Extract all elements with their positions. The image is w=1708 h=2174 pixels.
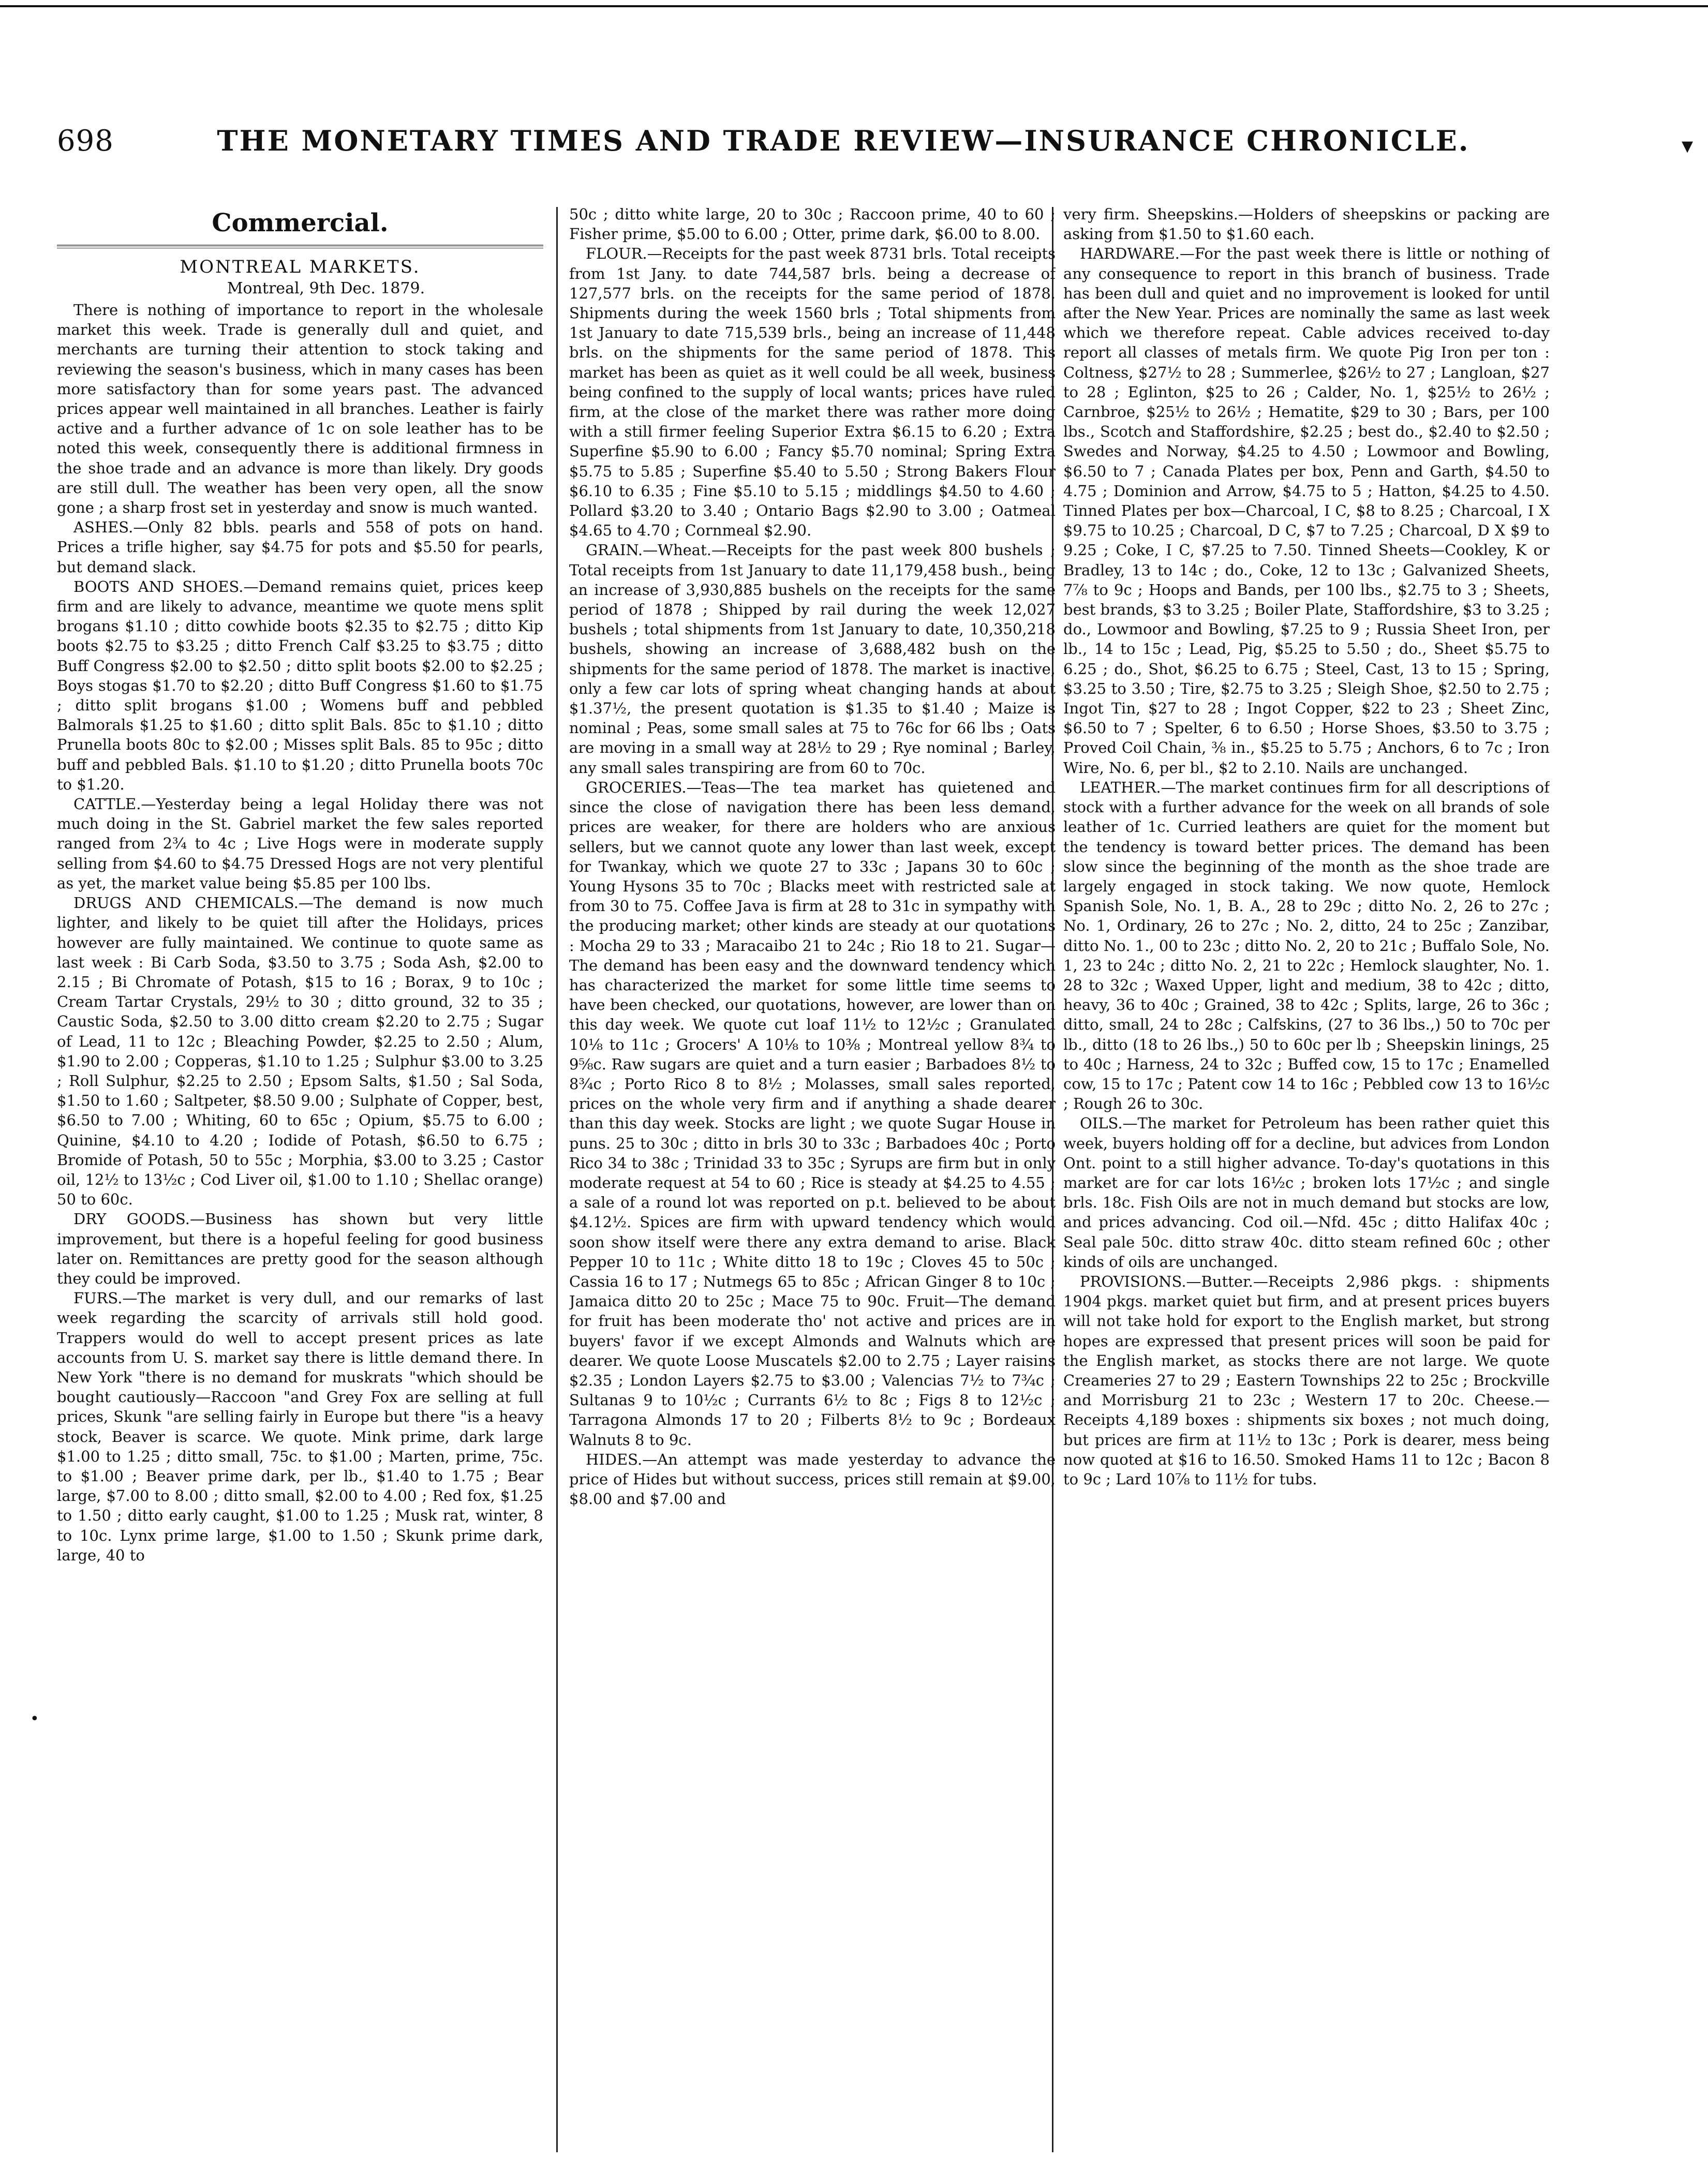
furs-paragraph: FURS.—The market is very dull, and our remarks of last week regarding the scarcity of arrivals still hold good. Trappers would do well to accept present prices as late accounts from U. S. market say there is little demand there. In New York "there is no demand for muskrats "which should be bought cautiously—Raccoon "and Grey Fox are selling at full prices, Skunk "are selling fairly in Europe but there "is a heavy stock, Beaver is scarce. We quote. Mink prime, dark large $1.00 to 1.25 ; ditto small, 75c. to $1.00 ; Marten, prime, 75c. to $1.00 ; Beaver prime dark, per lb., $1.40 to 1.75 ; Bear large, $7.00 to 8.00 ; ditto small, $2.00 to 4.00 ; Red fox, $1.25 to 1.50 ; ditto early caught, $1.00 to 1.25 ; Musk rat, winter, 8 to 10c. Lynx prime large, $1.00 to 1.50 ; Skunk prime dark, large, 40 to: [57, 1289, 543, 1564]
grain-paragraph: GRAIN.—Wheat.—Receipts for the past week 800 bushels ; Total receipts from 1st January to date 11,179,458 bush., being an increase of 3,930,885 bushels on the receipts for the same period of 1878 ; Shipped by rail during the week 12,027 bushels ; total shipments from 1st January to date, 10,350,218 bushels, showing an increase of 3,688,482 bush on the shipments for the same period of 1878. The market is inactive, only a few car lots of spring wheat changing hands at about $1.37½, the present quotation is $1.35 to $1.40 ; Maize is nominal ; Peas, some small sales at 75 to 76c for 66 lbs ; Oats are moving in a small way at 28½ to 29 ; Rye nominal ; Barley, any small sales transpiring are from 60 to 70c.: [569, 541, 1056, 777]
top-border-rule: [0, 5, 1708, 7]
hides-paragraph: HIDES.—An attempt was made yesterday to advance the price of Hides but without success, prices still remain at $9.00, $8.00 and $7.00 and: [569, 1450, 1056, 1508]
groceries-paragraph: GROCERIES.—Teas—The tea market has quietened and since the close of navigation there has been less demand, prices are weaker, for there are holders who are anxious sellers, but we cannot quote any lower than last week, except for Twankay, which we quote 27 to 33c ; Japans 30 to 60c ; Young Hysons 35 to 70c ; Blacks meet with restricted sale at from 30 to 75. Coffee Java is firm at 28 to 31c in sympathy with the producing market; other kinds are steady at our quotations : Mocha 29 to 33 ; Maracaibo 21 to 24c ; Rio 18 to 21. Sugar—The demand has been easy and the downward tendency which has characterized the market for some little time seems to have been checked, our quotations, however, are lower than on this day week. We quote cut loaf 11½ to 12½c ; Granulated 10⅛ to 11c ; Grocers' A 10⅛ to 10⅜ ; Montreal yellow 8¾ to 9⅝c. Raw sugars are quiet and a turn easier ; Barbadoes 8½ to 8¾c ; Porto Rico 8 to 8½ ; Molasses, small sales reported, prices on the whole very firm and if anything a shade dearer than this day week. Stocks are light ; we quote Sugar House in puns. 25 to 30c ; ditto in brls 30 to 33c ; Barbadoes 40c ; Porto Rico 34 to 38c ; Trinidad 33 to 35c ; Syrups are firm but in only moderate request at 54 to 60 ; Rice is steady at $4.25 to 4.55 ; a sale of a round lot was reported on p.t. believed to be about $4.12½. Spices are firm with upward tendency which would soon show itself were there any extra demand to arise. Black Pepper 10 to 11c ; White ditto 18 to 19c ; Cloves 45 to 50c ; Cassia 16 to 17 ; Nutmegs 65 to 85c ; African Ginger 8 to 10c ; Jamaica ditto 20 to 25c ; Mace 75 to 90c. Fruit—The demand for fruit has been moderate tho' not active and prices are in buyers' favor if we except Almonds and Walnuts which are dearer. We quote Loose Muscatels $2.00 to 2.75 ; Layer raisins $2.35 ; London Layers $2.75 to $3.00 ; Valencias 7½ to 7¾c ; Sultanas 9 to 10½c ; Currants 6½ to 8c ; Figs 8 to 12½c ; Tarragona Almonds 17 to 20 ; Filberts 8½ to 9c ; Bordeaux Walnuts 8 to 9c.: [569, 778, 1056, 1449]
page-title: THE MONETARY TIMES AND TRADE REVIEW—INSURANCE CHRONICLE.: [217, 124, 1470, 157]
page-header: [57, 124, 1557, 176]
department-rule: [57, 245, 543, 248]
furs-continued-paragraph: 50c ; ditto white large, 20 to 30c ; Raccoon prime, 40 to 60 ; Fisher prime, $5.00 to 6.00 ; Otter, prime dark, $6.00 to 8.00.: [569, 205, 1056, 243]
column-3: [1063, 204, 1550, 2155]
corner-mark-icon: ▾: [1682, 132, 1694, 159]
hardware-paragraph: HARDWARE.—For the past week there is little or nothing of any consequence to report in this branch of business. Trade has been dull and quiet and no improvement is looked for until after the New Year. Prices are nominally the same as last week which we therefore repeat. Cable advices received to-day report all classes of metals firm. We quote Pig Iron per ton : Coltness, $27½ to 28 ; Summerlee, $26½ to 27 ; Langloan, $27 to 28 ; Eglinton, $25 to 26 ; Calder, No. 1, $25½ to 26½ ; Carnbroe, $25½ to 26½ ; Hematite, $29 to 30 ; Bars, per 100 lbs., Scotch and Staffordshire, $2.25 ; best do., $2.40 to $2.50 ; Swedes and Norway, $4.25 to 4.50 ; Lowmoor and Bowling, $6.50 to 7 ; Canada Plates per box, Penn and Garth, $4.50 to 4.75 ; Dominion and Arrow, $4.75 to 5 ; Hatton, $4.25 to 4.50. Tinned Plates per box—Charcoal, I C, $8 to 8.25 ; Charcoal, I X $9.75 to 10.25 ; Charcoal, D C, $7 to 7.25 ; Charcoal, D X $9 to 9.25 ; Coke, I C, $7.25 to 7.50. Tinned Sheets—Cookley, K or Bradley, 13 to 14c ; do., Coke, 12 to 13c ; Galvanized Sheets, 7⅞ to 9c ; Hoops and Bands, per 100 lbs., $2.75 to 3 ; Sheets, best brands, $3 to 3.25 ; Boiler Plate, Staffordshire, $3 to 3.25 ; do., Lowmoor and Bowling, $7.25 to 9 ; Russia Sheet Iron, per lb., 14 to 15c ; Lead, Pig, $5.25 to 5.50 ; do., Sheet $5.75 to 6.25 ; do., Shot, $6.25 to 6.75 ; Steel, Cast, 13 to 15 ; Spring, $3.25 to 3.50 ; Tire, $2.75 to 3.25 ; Sleigh Shoe, $2.50 to 2.75 ; Ingot Tin, $27 to 28 ; Ingot Copper, $22 to 23 ; Sheet Zinc, $6.50 to 7 ; Spelter, 6 to 6.50 ; Horse Shoes, $3.50 to 3.75 ; Proved Coil Chain, ⅜ in., $5.25 to 5.75 ; Anchors, 6 to 7c ; Iron Wire, No. 6, per bl., $2 to 2.10. Nails are unchanged.: [1063, 245, 1550, 777]
intro-paragraph: There is nothing of importance to report in the wholesale market this week. Trade is generally dull and quiet, and merchants are turning their attention to stock taking and reviewing the season's business, which in many cases has been more satisfactory than for some years past. The advanced prices appear well maintained in all branches. Leather is fairly active and a further advance of 1c on sole leather has to be noted this week, consequently there is additional firmness in the shoe trade and an advance is more than likely. Dry goods are still dull. The weather has been very open, all the snow gone ; a sharp frost set in yesterday and snow is much wanted.: [57, 301, 543, 517]
dateline: Montreal, 9th Dec. 1879.: [227, 279, 425, 297]
column-divider: [556, 207, 558, 2152]
margin-dot: •: [30, 1710, 39, 1728]
cattle-paragraph: CATTLE.—Yesterday being a legal Holiday there was not much doing in the St. Gabriel market the few sales reported ranged from 2¾ to 4c ; Live Hogs were in moderate supply selling from $4.60 to $4.75 Dressed Hogs are not very plentiful as yet, the market value being $5.85 per 100 lbs.: [57, 795, 543, 892]
drugs-and-chemicals-paragraph: DRUGS AND CHEMICALS.—The demand is now much lighter, and likely to be quiet till after the Holidays, prices however are fully maintained. We continue to quote same as last week : Bi Carb Soda, $3.50 to 3.75 ; Soda Ash, $2.00 to 2.15 ; Bi Chromate of Potash, $15 to 16 ; Borax, 9 to 10c ; Cream Tartar Crystals, 29½ to 30 ; ditto ground, 32 to 35 ; Caustic Soda, $2.50 to 3.00 ditto cream $2.20 to 2.75 ; Sugar of Lead, 11 to 12c ; Bleaching Powder, $2.25 to 2.50 ; Alum, $1.90 to 2.00 ; Copperas, $1.10 to 1.25 ; Sulphur $3.00 to 3.25 ; Roll Sulphur, $2.25 to 2.50 ; Epsom Salts, $1.50 ; Sal Soda, $1.50 to 1.60 ; Saltpeter, $8.50 9.00 ; Sulphate of Copper, best, $6.50 to 7.00 ; Whiting, 60 to 65c ; Opium, $5.75 to 6.00 ; Quinine, $4.10 to 4.20 ; Iodide of Potash, $6.50 to 6.75 ; Bromide of Potash, 50 to 55c ; Morphia, $3.00 to 3.25 ; Castor oil, 12½ to 13½c ; Cod Liver oil, $1.00 to 1.10 ; Shellac orange) 50 to 60c.: [57, 894, 543, 1209]
flour-paragraph: FLOUR.—Receipts for the past week 8731 brls. Total receipts from 1st Jany. to date 744,587 brls. being a decrease of 127,577 brls. on the receipts for the same period of 1878. Shipments during the week 1560 brls ; Total shipments from 1st January to date 715,539 brls., being an increase of 11,448 brls. on the shipments for the same period of 1878. This market has been as quiet as it well could be all week, business being confined to the supply of local wants; prices have ruled firm, at the close of the market there was rather more doing with a still firmer feeling Superior Extra $6.15 to 6.20 ; Extra Superfine $5.90 to 6.00 ; Fancy $5.70 nominal; Spring Extra $5.75 to 5.85 ; Superfine $5.40 to 5.50 ; Strong Bakers Flour $6.10 to 6.35 ; Fine $5.10 to 5.15 ; middlings $4.50 to 4.60 ; Pollard $3.20 to 3.40 ; Ontario Bags $2.90 to 3.00 ; Oatmeal $4.65 to 4.70 ; Cornmeal $2.90.: [569, 245, 1056, 540]
hides-continued-paragraph: very firm. Sheepskins.—Holders of sheepskins or packing are asking from $1.50 to $1.60 each.: [1063, 205, 1550, 243]
boots-and-shoes-paragraph: BOOTS AND SHOES.—Demand remains quiet, prices keep firm and are likely to advance, meantime we quote mens split brogans $1.10 ; ditto cowhide boots $2.35 to $2.75 ; ditto Kip boots $2.75 to $3.25 ; ditto French Calf $3.25 to $3.75 ; ditto Buff Congress $2.00 to $2.50 ; ditto split boots $2.00 to $2.25 ; Boys stogas $1.70 to $2.20 ; ditto Buff Congress $1.60 to $1.75 ; ditto split brogans $1.00 ; Womens buff and pebbled Balmorals $1.25 to $1.60 ; ditto split Bals. 85c to $1.10 ; ditto Prunella boots 80c to $2.00 ; Misses split Bals. 85 to 95c ; ditto buff and pebbled Bals. $1.10 to $1.20 ; ditto Prunella boots 70c to $1.20.: [57, 577, 543, 793]
oils-paragraph: OILS.—The market for Petroleum has been rather quiet this week, buyers holding off for a decline, but advices from London Ont. point to a still higher advance. To-day's quotations in this market are for car lots 16½c ; broken lots 17½c ; and single brls. 18c. Fish Oils are not in much demand but stocks are low, and prices advancing. Cod oil.—Nfd. 45c ; ditto Halifax 40c ; Seal pale 50c. ditto straw 40c. ditto steam refined 60c ; other kinds of oils are unchanged.: [1063, 1114, 1550, 1271]
column-1: [57, 204, 543, 2155]
page-number: 698: [57, 124, 114, 158]
column-2: [569, 204, 1056, 2155]
dry-goods-paragraph: DRY GOODS.—Business has shown but very little improvement, but there is a hopeful feeling for good business later on. Remittances are pretty good for the season although they could be improved.: [57, 1210, 543, 1287]
ashes-paragraph: ASHES.—Only 82 bbls. pearls and 558 of pots on hand. Prices a trifle higher, say $4.75 for pots and $5.50 for pearls, but demand slack.: [57, 518, 543, 576]
leather-paragraph: LEATHER.—The market continues firm for all descriptions of stock with a further advance for the week on all brands of sole leather of 1c. Curried leathers are quiet for the moment but the tendency is toward better prices. The demand has been slow since the beginning of the month as the shoe trade are largely engaged in stock taking. We now quote, Hemlock Spanish Sole, No. 1, B. A., 28 to 29c ; ditto No. 2, 26 to 27c ; No. 1, Ordinary, 26 to 27c ; No. 2, ditto, 24 to 25c ; Zanzibar, ditto No. 1., 00 to 23c ; ditto No. 2, 20 to 21c ; Buffalo Sole, No. 1, 23 to 24c ; ditto No. 2, 21 to 22c ; Hemlock slaughter, No. 1. 28 to 32c ; Waxed Upper, light and medium, 38 to 42c ; ditto, heavy, 36 to 40c ; Grained, 38 to 42c ; Splits, large, 26 to 36c ; ditto, small, 24 to 28c ; Calfskins, (27 to 36 lbs.,) 50 to 70c per lb., ditto (18 to 26 lbs.,) 50 to 60c per lb ; Sheepskin linings, 25 to 40c ; Harness, 24 to 32c ; Buffed cow, 15 to 17c ; Enamelled cow, 15 to 17c ; Patent cow 14 to 16c ; Pebbled cow 13 to 16½c ; Rough 26 to 30c.: [1063, 778, 1550, 1113]
market-report-title: MONTREAL MARKETS.: [180, 257, 421, 277]
provisions-paragraph: PROVISIONS.—Butter.—Receipts 2,986 pkgs. : shipments 1904 pkgs. market quiet but firm, and at present prices buyers will not take hold for export to the English market, but strong hopes are expressed that present prices will soon be paid for the English market, as stocks there are not large. We quote Creameries 27 to 29 ; Eastern Townships 22 to 25c ; Brockville and Morrisburg 21 to 23c ; Western 17 to 20c. Cheese.—Receipts 4,189 boxes : shipments six boxes ; not much doing, but prices are firm at 11½ to 13c ; Pork is dearer, mess being now quoted at $16 to 16.50. Smoked Hams 11 to 12c ; Bacon 8 to 9c ; Lard 10⅞ to 11½ for tubs.: [1063, 1272, 1550, 1488]
department-title: Commercial.: [212, 209, 389, 237]
